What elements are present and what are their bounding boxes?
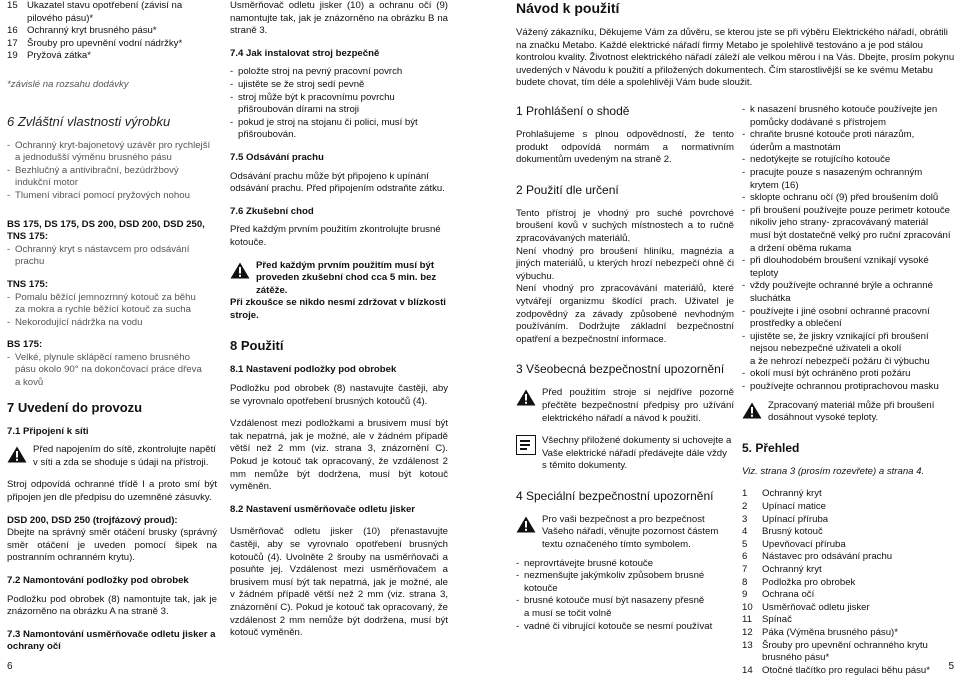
features-list xyxy=(7,140,217,203)
list-item xyxy=(516,558,734,571)
section-2-heading: 2 Použití dle určení xyxy=(516,182,619,197)
tns-list xyxy=(7,292,217,330)
list-item-text: při dlouhodobém broušení vznikají vysoké xyxy=(750,255,929,267)
item-number: 13 xyxy=(742,639,753,651)
paragraph-7-1: Stroj odpovídá ochranné třídě I a proto smí být připojen jen dle předpisu do uzemněné zásuvky. xyxy=(7,479,217,504)
note-3 xyxy=(516,435,734,473)
section-3-heading: 3 Všeobecná bezpečnostní upozornění xyxy=(516,362,725,377)
list-item xyxy=(7,244,217,257)
document-icon xyxy=(516,435,536,455)
warning-7-6 xyxy=(230,260,448,298)
page-number-left: 6 xyxy=(7,661,13,672)
list-item xyxy=(742,255,954,268)
list-item xyxy=(7,152,217,165)
item-number: 3 xyxy=(742,513,748,525)
list-item xyxy=(742,577,954,590)
list-item xyxy=(742,488,954,501)
list-item xyxy=(742,381,954,394)
list-item-text: chraňte brusné kotouče proti nárazům, xyxy=(750,129,915,141)
item-number: 14 xyxy=(742,664,753,676)
item-number: 16 xyxy=(7,25,18,37)
list-item xyxy=(516,608,734,621)
dash-bullet: - xyxy=(7,291,11,303)
list-item xyxy=(742,640,954,653)
warning-icon xyxy=(516,516,536,533)
warning-icon xyxy=(230,262,250,279)
list-item xyxy=(742,589,954,602)
list-item xyxy=(742,104,954,117)
risks-list xyxy=(516,558,734,634)
list-item xyxy=(742,602,954,615)
list-item-text: stroj může být k pracovnímu povrchu xyxy=(238,91,395,103)
dash-bullet xyxy=(742,268,750,281)
item-number: 4 xyxy=(742,526,748,538)
dash-bullet xyxy=(7,364,15,377)
dash-bullet: - xyxy=(7,189,11,201)
section-7-1-heading: 7.1 Připojení k síti xyxy=(7,425,89,437)
dash-bullet: - xyxy=(230,66,234,78)
column-3 xyxy=(516,0,956,90)
list-item-text: sluchátka xyxy=(750,292,791,304)
dash-bullet: - xyxy=(516,595,520,607)
dash-bullet: - xyxy=(7,164,11,176)
list-item-text: brusné kotouče musí být nasazeny přesně xyxy=(524,595,705,607)
item-label: Páka (Výměna brusného pásu)* xyxy=(762,626,898,638)
list-item xyxy=(516,621,734,634)
item-label: Upevňovací příruba xyxy=(762,538,846,550)
warning-test-run: Před každým prvním použitím musí být proveden zkušební chod cca 5 min. bez zátěže. xyxy=(256,259,437,296)
dash-bullet: - xyxy=(230,116,234,128)
item-number: 10 xyxy=(742,601,753,613)
list-item-text: Pomalu běžící jemnozrnný kotouč za běhu xyxy=(15,291,196,303)
list-item xyxy=(742,551,954,564)
list-item xyxy=(742,514,954,527)
section-8-heading: 8 Použití xyxy=(230,338,284,354)
install-list xyxy=(230,66,448,142)
item-label: Otočné tlačítko pro regulaci běhu pásu* xyxy=(762,664,930,676)
list-item-text: okolí musí být ochráněno proti požáru xyxy=(750,368,911,380)
list-item xyxy=(742,243,954,256)
dash-bullet: - xyxy=(230,91,234,103)
dash-bullet: - xyxy=(742,204,746,216)
list-item xyxy=(742,318,954,331)
section-7-5-heading: 7.5 Odsávání prachu xyxy=(230,151,324,163)
list-item xyxy=(230,117,448,130)
dash-bullet xyxy=(742,217,750,230)
item-label: Brusný kotouč xyxy=(762,526,823,538)
paragraph-2b: Není vhodný pro broušení hliníku, magnézia a jiných materiálů, u kterých hrozí nebezpečí ohně či výbuchu. xyxy=(516,245,734,282)
models-list xyxy=(7,244,217,269)
warning-icon xyxy=(516,389,536,406)
item-label: Spínač xyxy=(762,614,792,626)
list-item-text: vadné či vibrující kotouče se nesmí používat xyxy=(524,620,713,632)
dash-bullet: - xyxy=(742,330,746,342)
list-item xyxy=(742,192,954,205)
list-item xyxy=(230,66,448,79)
dash-bullet xyxy=(516,583,524,596)
item-number: 17 xyxy=(7,37,18,49)
dash-bullet: - xyxy=(742,368,746,380)
section-7-heading: 7 Uvedení do provozu xyxy=(7,399,143,415)
list-item xyxy=(742,614,954,627)
list-item xyxy=(742,665,954,677)
list-item-text: ujistěte se, že jiskry vznikající při broušení xyxy=(750,330,929,342)
dash-bullet xyxy=(7,256,15,269)
list-item-text: indukční motor xyxy=(15,177,78,189)
item-number: 5 xyxy=(742,538,748,550)
warning-3 xyxy=(516,387,734,425)
list-item xyxy=(7,377,217,390)
overview-list xyxy=(742,488,954,677)
list-item xyxy=(516,595,734,608)
section-8-2-heading: 8.2 Nastavení usměrňovače odletu jisker xyxy=(230,503,416,515)
paragraph-2c: Není vhodný pro zpracovávání materiálů, které vytvářejí organizmu škodící prach. Uživatel je zodpovědný za závady způsobené nevhodným používáním. Dodržujte základní bezpečnostní opatření a bezpečnostní informace. xyxy=(516,283,734,345)
list-item xyxy=(742,280,954,293)
dash-bullet xyxy=(742,356,750,369)
item-label: Ochrana očí xyxy=(762,589,815,601)
list-item xyxy=(516,570,734,583)
dash-bullet xyxy=(742,230,750,243)
text-line: v síti a zda se shoduje s údaji na přístroji. xyxy=(33,456,209,468)
list-item xyxy=(230,79,448,92)
page-number-right: 5 xyxy=(948,661,954,672)
dash-bullet: - xyxy=(742,129,746,141)
item-number xyxy=(7,13,27,26)
manual-title: Návod k použití xyxy=(516,0,620,16)
list-item-text: kotouče xyxy=(524,582,558,594)
list-item-text: a jednodušší výměnu brusného pásu xyxy=(15,152,172,164)
footnote: *závislé na rozsahu dodávky xyxy=(7,78,129,90)
dash-bullet: - xyxy=(742,255,746,267)
dsd-heading: DSD 200, DSD 250 (trojfázový proud): xyxy=(7,514,178,526)
item-label: pilového pásu)* xyxy=(27,12,94,24)
item-number: 15 xyxy=(7,0,18,11)
warning-3-text: Před použitím stroje si nejdříve pozorně přečtěte bezpečnostní předpisy pro užívání elektrického nářadí a návod k použití. xyxy=(542,387,734,424)
item-number: 12 xyxy=(742,626,753,638)
list-item xyxy=(7,304,217,317)
list-item xyxy=(7,50,217,63)
item-label: Šrouby pro upevnění ochranného krytu xyxy=(762,639,928,651)
paragraph-7-5: Odsávání prachu může být připojeno k upínání odsávání prachu. Před připojením odstraňte zátku. xyxy=(230,170,445,195)
dash-bullet xyxy=(230,104,238,117)
dash-bullet: - xyxy=(230,78,234,90)
item-label: Ochranný kryt xyxy=(762,488,822,500)
list-item-text: musí být dostatečně velký pro ruční zpracování xyxy=(750,229,951,241)
list-item xyxy=(7,13,217,26)
list-item-text: prachu xyxy=(15,256,45,268)
bs-list xyxy=(7,352,217,390)
list-item xyxy=(7,190,217,203)
list-item xyxy=(742,343,954,356)
paragraph-1: Prohlašujeme s plnou odpovědností, že tento produkt odpovídá normám a normativním dokumentům uvedeným na straně 2. xyxy=(516,129,734,166)
list-item xyxy=(7,38,217,51)
models-heading: BS 175, DS 175, DS 200, DSD 200, DSD 250, TNS 175: xyxy=(7,218,205,243)
list-item xyxy=(742,129,954,142)
list-item xyxy=(742,368,954,381)
item-label: Ochranný kryt brusného pásu* xyxy=(27,25,157,37)
dash-bullet: - xyxy=(742,192,746,204)
list-item-text: a kovů xyxy=(15,377,44,389)
item-number: 6 xyxy=(742,551,748,563)
item-number: 8 xyxy=(742,576,748,588)
see-pages: Viz. strana 3 (prosím rozevřete) a strana 4. xyxy=(742,465,925,477)
list-item xyxy=(742,564,954,577)
list-item-text: teploty xyxy=(750,267,779,279)
list-item-text: Bezhlučný a antivibrační, bezúdržbový xyxy=(15,164,179,176)
item-label: Upínací příruba xyxy=(762,513,829,525)
list-item xyxy=(516,583,734,596)
dash-bullet xyxy=(7,377,15,390)
list-item xyxy=(742,154,954,167)
list-item-text: používejte i jiné osobní ochranné pracovní xyxy=(750,305,930,317)
list-item xyxy=(742,268,954,281)
list-item-text: a že nehrozí nebezpečí požáru či výbuchu xyxy=(750,355,930,367)
dash-bullet xyxy=(7,177,15,190)
list-item-text: vždy používejte ochranné brýle a ochranné xyxy=(750,280,933,292)
list-item xyxy=(742,331,954,344)
list-item-text: a musí se točit volně xyxy=(524,608,612,620)
dash-bullet xyxy=(7,152,15,165)
list-item xyxy=(7,165,217,178)
parts-list-continued xyxy=(7,0,217,63)
dash-bullet xyxy=(516,608,524,621)
item-label: Pryžová zátka* xyxy=(27,50,91,62)
dsd-paragraph: Dbejte na správný směr otáčení brusky (správný směr otáčení je uveden pomocí šipek na postranním ochranném krytu). xyxy=(7,527,217,564)
dash-bullet xyxy=(742,117,750,130)
column-1 xyxy=(7,0,217,654)
list-item xyxy=(7,0,217,13)
text-line: Před napojením do sítě, zkontrolujte napětí xyxy=(33,444,216,456)
section-8-1-heading: 8.1 Nastavení podložky pod obrobek xyxy=(230,364,397,376)
item-number: 11 xyxy=(742,614,752,626)
warning-material-text: Zpracovaný materiál může při broušení dosáhnout vysoké teploty. xyxy=(768,399,935,424)
list-item xyxy=(742,627,954,640)
list-item-text: položte stroj na pevný pracovní povrch xyxy=(238,66,403,78)
paragraph-8-1b: Vzdálenost mezi podložkami a brusivem musí být tak nepatrná, jak je možné, ale v žádném případě větší než 2 mm (viz. strana 3, znázornění C). Pokud je kotouč tak opracovaný, že vzdálenost 2 mm nemůže být dodržena, musí být kotouč vyměněn. xyxy=(230,418,448,493)
list-item xyxy=(7,177,217,190)
section-4-heading: 4 Speciální bezpečnostní upozornění xyxy=(516,488,714,503)
list-item-text: přišroubován. xyxy=(238,129,297,141)
dash-bullet: - xyxy=(742,154,746,166)
list-item-text: nezmenšujte jakýmkoliv způsobem brusné xyxy=(524,570,705,582)
item-label: Upínací matice xyxy=(762,501,826,513)
list-item-text: za mokra a rychle běžící kotouč za sucha xyxy=(15,304,191,316)
list-item-text: Nekorodující nádržka na vodu xyxy=(15,316,143,328)
dash-bullet xyxy=(742,142,750,155)
list-item-text: Velké, plynule sklápěcí rameno brusného xyxy=(15,351,190,363)
dash-bullet xyxy=(742,243,750,256)
list-item xyxy=(7,317,217,330)
dash-bullet xyxy=(742,343,750,356)
list-item xyxy=(7,352,217,365)
list-item-text: k nasazení brusného kotouče používejte jen xyxy=(750,104,938,115)
list-item-text: pracujte pouze s nasazeným ochranným xyxy=(750,166,923,178)
list-item-text: sklopte ochranu očí (9) před broušením dolů xyxy=(750,192,939,204)
section-7-6-heading: 7.6 Zkušební chod xyxy=(230,205,314,217)
dash-bullet: - xyxy=(7,243,11,255)
dash-bullet xyxy=(230,129,238,142)
list-item xyxy=(742,293,954,306)
warning-4-text: Pro vaši bezpečnost a pro bezpečnost Vašeho nářadí, věnujte pozornost částem textu označeného tímto symbolem. xyxy=(542,513,719,551)
warning-icon xyxy=(742,402,762,419)
paragraph-7-3: Usměrňovač odletu jisker (10) a ochranu očí (9) namontujte tak, jak je znázorněno na obrázku B na straně 3. xyxy=(230,0,448,37)
list-item-text: ujistěte se že stroj sedí pevně xyxy=(238,78,365,90)
list-item-text: nedotýkejte se rotujícího kotouče xyxy=(750,154,891,166)
item-number xyxy=(742,652,762,665)
list-item-text: krytem (16) xyxy=(750,179,799,191)
dash-bullet: - xyxy=(742,104,746,115)
item-number: 2 xyxy=(742,501,748,513)
list-item-text: pásu okolo 90° na dokončovací práce dřeva xyxy=(15,364,202,376)
paragraph-8-1a: Podložku pod obrobek (8) nastavujte častěji, aby se vyrovnalo opotřebení brusných kotoučů (4). xyxy=(230,383,448,407)
warning-material-heat xyxy=(742,400,954,425)
item-number: 1 xyxy=(742,488,748,500)
safety-list xyxy=(742,104,954,394)
list-item xyxy=(742,501,954,514)
list-item-text: pokud je stroj na stojanu či polici, musí být xyxy=(238,116,418,128)
dash-bullet: - xyxy=(7,351,11,363)
list-item xyxy=(742,526,954,539)
dash-bullet xyxy=(742,180,750,193)
list-item xyxy=(7,256,217,269)
column-4 xyxy=(742,104,954,677)
item-number: 9 xyxy=(742,589,748,601)
list-item xyxy=(7,364,217,377)
paragraph-7-2: Podložku pod obrobek (8) namontujte tak, jak je znázorněno na obrázku A na straně 3. xyxy=(7,593,217,618)
item-label: Ukazatel stavu opotřebení (závisí na xyxy=(27,0,183,11)
item-number: 7 xyxy=(742,564,748,575)
column-3-body xyxy=(516,104,734,633)
list-item-text: používejte ochrannou protiprachovou masku xyxy=(750,381,939,393)
list-item xyxy=(742,142,954,155)
dash-bullet: - xyxy=(516,570,520,582)
dash-bullet: - xyxy=(742,381,746,393)
dash-bullet: - xyxy=(516,620,520,632)
section-1-heading: 1 Prohlášení o shodě xyxy=(516,104,630,118)
warning-7-1 xyxy=(7,444,217,469)
list-item-text: nejsou nebezpečné uživateli a okolí xyxy=(750,343,902,355)
dash-bullet: - xyxy=(7,316,11,328)
list-item xyxy=(7,292,217,305)
list-item xyxy=(230,92,448,105)
dash-bullet: - xyxy=(742,305,746,317)
tns-heading: TNS 175: xyxy=(7,278,49,290)
dash-bullet: - xyxy=(742,166,746,178)
section-7-2-heading: 7.2 Namontování podložky pod obrobek xyxy=(7,575,189,586)
dash-bullet: - xyxy=(7,139,11,151)
dash-bullet: - xyxy=(742,280,746,292)
column-2 xyxy=(230,0,448,640)
item-label: Ochranný kryt xyxy=(762,564,822,575)
note-3-text: Všechny přiložené dokumenty si uchovejte a Vaše elektrické nářadí předávejte dále vždy s těmito dokumenty. xyxy=(542,435,732,472)
warning-icon xyxy=(7,446,27,463)
list-item-text: přišroubován dírami na stroji xyxy=(238,104,360,116)
paragraph-8-2: Usměrňovač odletu jisker (10) přenastavujte častěji, aby se vyrovnalo opotřebení brusných kotoučů (4). Uvolněte 2 šrouby na usměrňovači a posuňte jej. Vzdálenost mezi usměrňovačem a brusivem musí být tak nepatrná, jak je možné, ale v žádném případě větší než 2 mm (viz. strana 3, znázornění C). Pokud je kotouč tak opracovaný, že vzdálenost 2 mm nemůže být dodržena, musí být kotouč vyměněn. xyxy=(230,526,448,639)
list-item xyxy=(742,180,954,193)
list-item xyxy=(742,230,954,243)
list-item-text: Ochranný kryt-bajonetový uzávěr pro rychlejší xyxy=(15,139,211,151)
list-item xyxy=(7,25,217,38)
list-item xyxy=(742,539,954,552)
list-item xyxy=(742,205,954,218)
section-6-heading: 6 Zvláštní vlastnosti výrobku xyxy=(7,113,171,129)
list-item-text: Ochranný kryt s nástavcem pro odsávání xyxy=(15,243,190,255)
dash-bullet xyxy=(742,318,750,331)
list-item-text: při broušení používejte pouze perimetr kotouče xyxy=(750,204,950,216)
section-7-4-heading: 7.4 Jak instalovat stroj bezpečně xyxy=(230,47,380,59)
list-item-text: prostředky a oblečení xyxy=(750,318,842,330)
item-label: Šrouby pro upevnění vodní nádržky* xyxy=(27,37,183,49)
item-number: 19 xyxy=(7,50,18,62)
list-item xyxy=(7,140,217,153)
warning-4 xyxy=(516,514,734,552)
list-item xyxy=(742,356,954,369)
dash-bullet xyxy=(7,304,15,317)
item-label: brusného pásu* xyxy=(762,652,830,664)
item-label: Usměrňovač odletu jisker xyxy=(762,601,870,613)
section-7-3-heading: 7.3 Namontování usměrňovače odletu jisker a ochrany očí xyxy=(7,628,216,653)
list-item xyxy=(742,652,954,665)
list-item xyxy=(742,167,954,180)
list-item-text: pomůcky dodávané s přístrojem xyxy=(750,116,886,128)
dash-bullet xyxy=(742,293,750,306)
item-label: Podložka pro obrobek xyxy=(762,576,856,588)
list-item xyxy=(742,306,954,319)
intro-text: Vážený zákazníku, Děkujeme Vám za důvěru, se kterou jste se při výběru Elektrického nářadí, obrátili na značku Metabo. Každé elektrické nářadí firmy Metabo je spolehlivě testováno a je pod stálou kontrolou kvality. Životnost elektrického nářadí záleží ale velkou měrou i na Vás. Dbejte, prosím pokynu uvedených v Návodu k použití a přiložených dokumentech. Čím starostlivější se ke svému Metabu budete chovat, tím déle a spolehlivěji Vám bude sloužit. xyxy=(516,27,955,89)
paragraph-7-6: Před každým prvním použitím zkontrolujte brusné kotouče. xyxy=(230,224,441,248)
list-item-text: úderům a mastnotám xyxy=(750,141,841,153)
list-item xyxy=(230,129,448,142)
warning-text xyxy=(33,444,216,469)
list-item xyxy=(230,104,448,117)
bs-heading: BS 175: xyxy=(7,339,43,351)
dash-bullet: - xyxy=(516,557,520,569)
list-item xyxy=(742,217,954,230)
list-item-text: neprovrtávejte brusné kotouče xyxy=(524,557,654,569)
paragraph-2a: Tento přístroj je vhodný pro suché povrchové broušení kovů v suchých místnostech a to ručně zpracovávaných materiálů. xyxy=(516,207,734,244)
section-5-heading: 5. Přehled xyxy=(742,440,800,455)
list-item-text: nikoliv jeho strany- zpracovávaný materiál xyxy=(750,217,929,229)
list-item-text: Tlumení vibrací pomocí pryžových nohou xyxy=(15,189,190,201)
list-item xyxy=(742,117,954,130)
list-item-text: a držení oběma rukama xyxy=(750,242,852,254)
warning-nobody-near: Při zkoušce se nikdo nesmí zdržovat v blízkosti stroje. xyxy=(230,297,446,321)
item-label: Nástavec pro odsávání prachu xyxy=(762,551,893,563)
